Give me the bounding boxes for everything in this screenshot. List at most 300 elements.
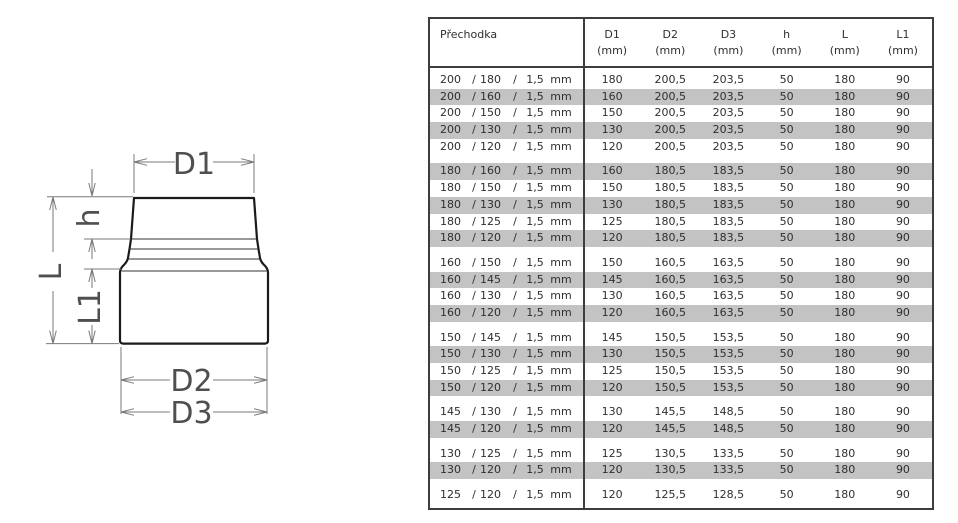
cell-d3: 163,5 (712, 289, 745, 303)
product-part-t: 1,5 (526, 405, 544, 419)
product-part-n1: 200 (440, 73, 461, 86)
table-row (430, 163, 932, 180)
cell-d3: 183,5 (712, 164, 745, 178)
cell-l1: 90 (895, 197, 910, 211)
cell-l: 180 (834, 164, 856, 178)
cell-d2: 145,5 (654, 405, 686, 419)
cell-d3: 183,5 (712, 181, 745, 195)
cell-d2: 160,5 (654, 255, 686, 269)
product-part-sep: / (472, 405, 476, 419)
cell-l1: 90 (895, 446, 910, 460)
cell-d2: 160,5 (654, 272, 686, 286)
cell-l: 180 (834, 255, 856, 269)
product-part-t: 1,5 (526, 463, 544, 477)
cell-d1: 150 (601, 255, 623, 269)
product-part-sep: / (472, 380, 476, 394)
product-part-sep2: / (513, 364, 517, 377)
cell-l: 180 (834, 214, 856, 228)
cell-h: 50 (779, 488, 794, 502)
product-part-n2: 130 (480, 347, 501, 361)
cell-d2: 125,5 (654, 488, 686, 502)
cell-d1: 120 (601, 422, 623, 436)
cell-h: 50 (779, 164, 794, 178)
group-gap (430, 247, 932, 255)
product-part-mm: mm (550, 89, 572, 103)
product-part-sep2: / (513, 164, 517, 178)
product-part-mm: mm (550, 123, 572, 137)
cell-d3: 203,5 (712, 139, 745, 153)
cell-l1: 90 (895, 231, 910, 245)
cell-product (430, 346, 583, 363)
product-part-sep: / (472, 488, 476, 502)
product-part-mm: mm (550, 463, 572, 477)
cell-h: 50 (779, 422, 794, 436)
cell-d3: 163,5 (712, 272, 745, 286)
product-part-n1: 180 (440, 181, 461, 195)
product-part-n1: 180 (440, 164, 461, 178)
table-row (430, 363, 932, 380)
product-part-sep: / (472, 272, 476, 286)
product-part-sep2: / (513, 73, 517, 86)
product-part-mm: mm (550, 139, 572, 153)
dim-label-d2: D2 (170, 364, 213, 399)
col-unit: (mm) (713, 44, 744, 57)
table-row (430, 421, 932, 438)
table-row (430, 122, 932, 139)
cell-d2: 200,5 (654, 139, 686, 153)
cell-l: 180 (834, 446, 856, 460)
cell-h: 50 (779, 272, 794, 286)
cell-d1: 120 (601, 380, 623, 394)
cell-product (430, 139, 583, 156)
col-name: D1 (604, 28, 620, 41)
cell-l1: 90 (895, 214, 910, 228)
cell-d3: 163,5 (712, 255, 745, 269)
cell-d1: 145 (601, 272, 623, 286)
product-part-sep: / (472, 422, 476, 436)
cell-d3: 128,5 (712, 488, 745, 502)
cell-h: 50 (779, 106, 794, 120)
product-part-t: 1,5 (526, 123, 544, 137)
cell-d2: 200,5 (654, 106, 686, 120)
cell-d1: 150 (601, 181, 623, 195)
col-unit: (mm) (887, 44, 918, 57)
product-part-mm: mm (550, 380, 572, 394)
cell-d2: 180,5 (654, 181, 686, 195)
product-part-mm: mm (550, 255, 572, 269)
product-part-t: 1,5 (526, 446, 544, 460)
cell-l1: 90 (895, 463, 910, 477)
product-part-mm: mm (550, 347, 572, 361)
cell-l1: 90 (895, 380, 910, 394)
dim-label-d1: D1 (172, 147, 216, 182)
product-part-sep2: / (513, 446, 517, 460)
cell-d2: 150,5 (654, 347, 686, 361)
product-part-t: 1,5 (526, 73, 544, 86)
product-part-sep2: / (513, 488, 517, 502)
table-row (430, 404, 932, 421)
product-part-n1: 160 (440, 305, 461, 319)
cell-d2: 180,5 (654, 231, 686, 245)
product-part-mm: mm (550, 272, 572, 286)
group-gap (430, 479, 932, 487)
product-part-n2: 120 (480, 139, 501, 153)
cell-h: 50 (779, 197, 794, 211)
product-part-n2: 130 (480, 197, 501, 211)
product-part-sep2: / (513, 255, 517, 269)
cell-product (430, 197, 583, 214)
product-part-n2: 120 (480, 463, 501, 477)
product-part-n2: 160 (480, 164, 501, 178)
cell-l: 180 (834, 123, 856, 137)
cell-d3: 163,5 (712, 305, 745, 319)
dim-label-d3: D3 (170, 396, 213, 431)
product-part-n1: 125 (440, 488, 461, 502)
cell-l: 180 (834, 380, 856, 394)
cell-l: 180 (834, 181, 856, 195)
cell-l: 180 (834, 305, 856, 319)
cell-l1: 90 (895, 89, 910, 103)
product-part-n1: 180 (440, 197, 461, 211)
product-part-t: 1,5 (526, 106, 544, 120)
product-part-sep2: / (513, 197, 517, 211)
product-part-t: 1,5 (526, 164, 544, 178)
dim-label-l1: L1 (73, 289, 108, 325)
product-part-mm: mm (550, 73, 572, 86)
product-part-n2: 125 (480, 446, 501, 460)
col-name: D3 (720, 28, 737, 41)
product-part-n1: 200 (440, 89, 461, 103)
cell-h: 50 (779, 123, 794, 137)
col-unit: (mm) (771, 44, 802, 57)
cell-product (430, 446, 583, 463)
product-part-n1: 150 (440, 364, 461, 377)
cell-d1: 130 (601, 197, 623, 211)
cell-h: 50 (779, 446, 794, 460)
product-part-mm: mm (550, 164, 572, 178)
product-part-sep: / (472, 255, 476, 269)
product-part-sep2: / (513, 422, 517, 436)
product-part-sep2: / (513, 289, 517, 303)
product-part-n1: 150 (440, 347, 461, 361)
table-row (430, 288, 932, 305)
product-part-n2: 145 (480, 330, 501, 344)
product-part-n1: 150 (440, 380, 461, 394)
product-part-n1: 145 (440, 405, 461, 419)
product-part-mm: mm (550, 197, 572, 211)
cell-d1: 130 (601, 347, 623, 361)
table-row (430, 305, 932, 322)
product-part-sep2: / (513, 272, 517, 286)
product-part-mm: mm (550, 330, 572, 344)
product-part-t: 1,5 (526, 231, 544, 245)
product-part-n2: 120 (480, 305, 501, 319)
product-part-sep2: / (513, 463, 517, 477)
col-name: L1 (896, 28, 910, 41)
cell-h: 50 (779, 181, 794, 195)
cell-product (430, 163, 583, 180)
product-part-sep: / (472, 463, 476, 477)
cell-l: 180 (834, 89, 856, 103)
product-part-n2: 125 (480, 214, 501, 228)
cell-h: 50 (779, 139, 794, 153)
cell-d3: 148,5 (712, 405, 745, 419)
cell-d3: 148,5 (712, 422, 745, 436)
cell-d2: 130,5 (654, 463, 686, 477)
cell-product (430, 214, 583, 231)
cell-l1: 90 (895, 106, 910, 120)
product-part-n1: 145 (440, 422, 461, 436)
product-part-n2: 130 (480, 123, 501, 137)
product-part-mm: mm (550, 305, 572, 319)
cell-l1: 90 (895, 330, 910, 344)
col-name: L (841, 28, 848, 41)
table-body (430, 68, 932, 508)
cell-product (430, 89, 583, 106)
cell-l1: 90 (895, 164, 910, 178)
cell-d3: 203,5 (712, 123, 745, 137)
cell-product (430, 72, 583, 89)
cell-l1: 90 (895, 488, 910, 502)
cell-d3: 183,5 (712, 197, 745, 211)
product-part-t: 1,5 (526, 139, 544, 153)
cell-h: 50 (779, 463, 794, 477)
product-part-mm: mm (550, 488, 572, 502)
product-part-mm: mm (550, 181, 572, 195)
product-part-sep: / (472, 89, 476, 103)
product-part-n2: 160 (480, 89, 501, 103)
product-part-n1: 160 (440, 255, 461, 269)
col-header-h (758, 19, 816, 66)
product-part-n2: 125 (480, 364, 501, 377)
cell-d3: 133,5 (712, 446, 745, 460)
product-part-mm: mm (550, 289, 572, 303)
product-part-n1: 130 (440, 446, 461, 460)
dim-label-l: L (34, 263, 69, 281)
cell-l1: 90 (895, 255, 910, 269)
cell-product (430, 288, 583, 305)
cell-product (430, 487, 583, 504)
table-row (430, 346, 932, 363)
cell-d3: 153,5 (712, 330, 745, 344)
cell-product (430, 255, 583, 272)
product-part-t: 1,5 (526, 197, 544, 211)
product-part-n2: 130 (480, 405, 501, 419)
product-part-n1: 180 (440, 231, 461, 245)
product-part-mm: mm (550, 364, 572, 377)
product-part-mm: mm (550, 446, 572, 460)
product-part-sep: / (472, 289, 476, 303)
cell-h: 50 (779, 255, 794, 269)
cell-l: 180 (834, 289, 856, 303)
table-header-row (430, 19, 932, 68)
cell-h: 50 (779, 289, 794, 303)
cell-h: 50 (779, 380, 794, 394)
cell-l1: 90 (895, 364, 910, 377)
product-part-n1: 150 (440, 330, 461, 344)
cell-d2: 160,5 (654, 289, 686, 303)
product-part-sep: / (472, 181, 476, 195)
product-part-t: 1,5 (526, 305, 544, 319)
cell-l: 180 (834, 106, 856, 120)
cell-product (430, 421, 583, 438)
cell-l1: 90 (895, 289, 910, 303)
col-unit: (mm) (597, 44, 628, 57)
product-part-sep: / (472, 123, 476, 137)
product-part-sep2: / (513, 214, 517, 228)
cell-product (430, 180, 583, 197)
cell-l: 180 (834, 364, 856, 377)
table-row (430, 214, 932, 231)
product-part-mm: mm (550, 422, 572, 436)
cell-h: 50 (779, 89, 794, 103)
cell-d1: 130 (601, 289, 623, 303)
cell-d1: 160 (601, 89, 623, 103)
cell-product (430, 462, 583, 479)
cell-l1: 90 (895, 139, 910, 153)
col-unit: (mm) (829, 44, 860, 57)
cell-d2: 150,5 (654, 364, 686, 377)
cell-d1: 120 (601, 305, 623, 319)
product-part-sep: / (472, 164, 476, 178)
product-part-sep: / (472, 197, 476, 211)
product-part-t: 1,5 (526, 255, 544, 269)
product-part-n1: 160 (440, 289, 461, 303)
col-name: h (783, 28, 791, 41)
cell-product (430, 305, 583, 322)
col-name: D2 (662, 28, 678, 41)
product-part-sep2: / (513, 89, 517, 103)
cell-l1: 90 (895, 347, 910, 361)
product-part-n2: 145 (480, 272, 501, 286)
cell-l1: 90 (895, 123, 910, 137)
cell-product (430, 363, 583, 380)
group-gap (430, 155, 932, 163)
cell-d1: 120 (601, 231, 623, 245)
cell-l: 180 (834, 405, 856, 419)
cell-d3: 133,5 (712, 463, 745, 477)
product-part-n1: 130 (440, 463, 461, 477)
group-gap (430, 438, 932, 446)
product-part-sep: / (472, 330, 476, 344)
cell-product (430, 230, 583, 247)
table-row (430, 272, 932, 289)
table-row (430, 180, 932, 197)
reducer-diagram (0, 0, 430, 523)
product-part-sep: / (472, 214, 476, 228)
cell-l: 180 (834, 347, 856, 361)
table-row (430, 230, 932, 247)
group-gap (430, 322, 932, 330)
spec-table (428, 17, 934, 510)
cell-l1: 90 (895, 272, 910, 286)
cell-d1: 120 (601, 139, 623, 153)
table-row (430, 105, 932, 122)
cell-d1: 130 (601, 405, 623, 419)
table-row (430, 255, 932, 272)
cell-l: 180 (834, 272, 856, 286)
cell-d2: 180,5 (654, 197, 686, 211)
cell-l1: 90 (895, 405, 910, 419)
col-header-l (816, 19, 874, 66)
cell-d3: 203,5 (712, 106, 745, 120)
product-part-n2: 150 (480, 255, 501, 269)
cell-l: 180 (834, 73, 856, 86)
product-part-sep: / (472, 231, 476, 245)
product-part-sep: / (472, 139, 476, 153)
cell-product (430, 105, 583, 122)
product-part-sep2: / (513, 231, 517, 245)
cell-d1: 180 (601, 73, 623, 86)
product-part-sep2: / (513, 123, 517, 137)
cell-l1: 90 (895, 73, 910, 86)
product-part-t: 1,5 (526, 214, 544, 228)
col-header-d3 (699, 19, 757, 66)
cell-d3: 153,5 (712, 364, 745, 377)
product-part-t: 1,5 (526, 272, 544, 286)
cell-d3: 183,5 (712, 214, 745, 228)
table-row (430, 89, 932, 106)
table-row (430, 330, 932, 347)
col-header-d2 (641, 19, 699, 66)
table-row (430, 487, 932, 504)
product-part-n2: 120 (480, 422, 501, 436)
product-part-sep: / (472, 347, 476, 361)
cell-d2: 130,5 (654, 446, 686, 460)
product-part-t: 1,5 (526, 89, 544, 103)
product-part-t: 1,5 (526, 330, 544, 344)
product-part-n1: 200 (440, 106, 461, 120)
cell-product (430, 122, 583, 139)
cell-d2: 180,5 (654, 214, 686, 228)
product-part-t: 1,5 (526, 364, 544, 377)
col-header-l1 (874, 19, 932, 66)
table-row (430, 446, 932, 463)
col-unit: (mm) (655, 44, 686, 57)
cell-h: 50 (779, 214, 794, 228)
cell-d3: 153,5 (712, 380, 745, 394)
group-gap (430, 396, 932, 404)
cell-l1: 90 (895, 181, 910, 195)
cell-d2: 200,5 (654, 73, 686, 86)
product-part-mm: mm (550, 231, 572, 245)
table-row (430, 72, 932, 89)
table-row (430, 462, 932, 479)
cell-d2: 150,5 (654, 330, 686, 344)
cell-d1: 125 (601, 364, 623, 377)
product-part-mm: mm (550, 405, 572, 419)
cell-product (430, 330, 583, 347)
cell-d1: 120 (601, 488, 623, 502)
cell-d2: 145,5 (654, 422, 686, 436)
cell-d2: 180,5 (654, 164, 686, 178)
cell-l: 180 (834, 422, 856, 436)
cell-h: 50 (779, 330, 794, 344)
cell-d3: 203,5 (712, 73, 745, 86)
product-part-n1: 200 (440, 139, 461, 153)
cell-product (430, 404, 583, 421)
product-part-sep2: / (513, 347, 517, 361)
product-part-t: 1,5 (526, 422, 544, 436)
cell-d2: 200,5 (654, 123, 686, 137)
cell-h: 50 (779, 73, 794, 86)
product-part-n2: 130 (480, 289, 501, 303)
cell-d1: 160 (601, 164, 623, 178)
cell-l: 180 (834, 330, 856, 344)
table-row (430, 197, 932, 214)
product-part-mm: mm (550, 106, 572, 120)
cell-h: 50 (779, 305, 794, 319)
